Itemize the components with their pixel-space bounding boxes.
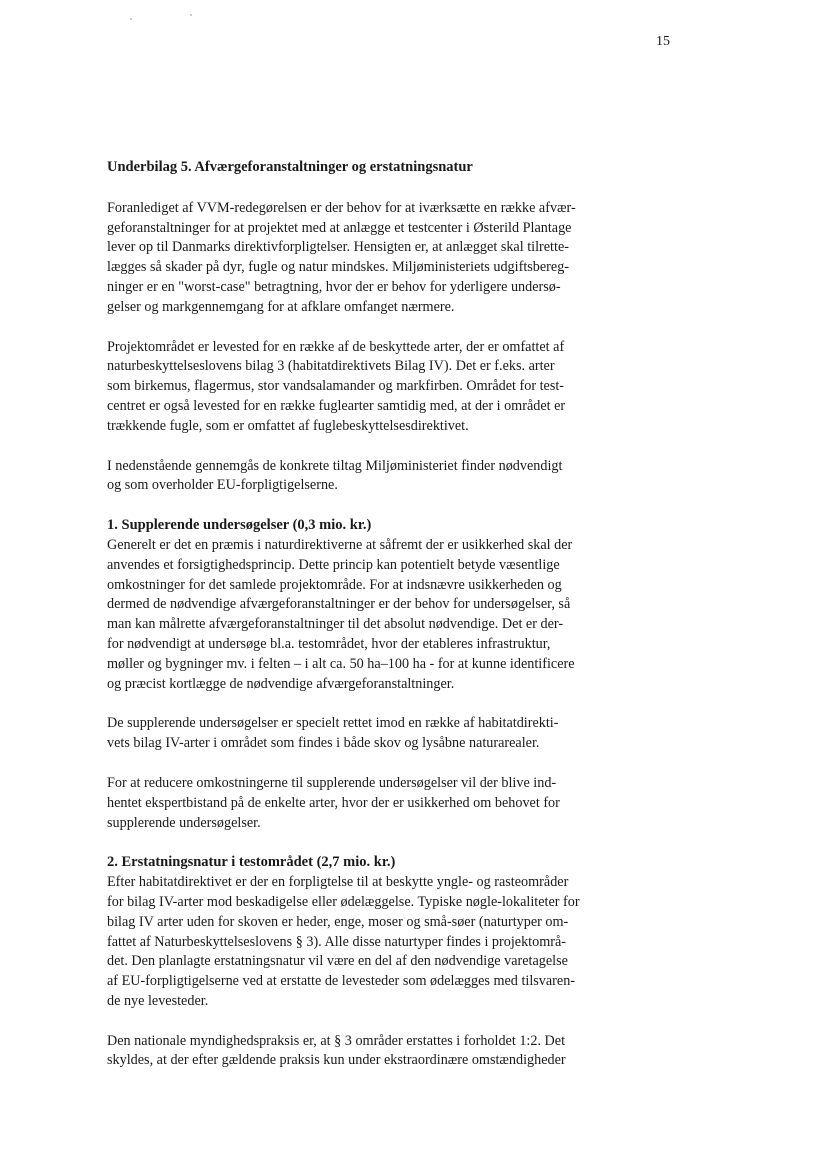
text-line: geforanstaltninger for at projektet med at anlægge et testcenter i Østerild Plantage [107, 219, 572, 236]
text-line: De supplerende undersøgelser er specielt rettet imod en række af habitatdirekti- [107, 715, 559, 732]
text-line: supplerende undersøgelser. [107, 814, 261, 831]
text-line: vets bilag IV-arter i området som findes i både skov og lysåbne naturarealer. [107, 735, 540, 752]
paragraph [107, 199, 643, 318]
scan-speck [130, 18, 132, 20]
text-line: det. Den planlagte erstatningsnatur vil være en del af den nødvendige varetagelse [107, 953, 568, 970]
paragraph [107, 774, 643, 833]
text-line: lever op til Danmarks direktivforpligtelser. Hensigten er, at anlægget skal tilrette- [107, 239, 569, 256]
paragraph [107, 536, 643, 694]
text-line: bilag IV arter uden for skoven er heder, enge, moser og små-søer (naturtyper om- [107, 913, 569, 930]
text-line: Foranlediget af VVM-redegørelsen er der behov for at iværksætte en række afvær- [107, 199, 576, 216]
text-line: skyldes, at der efter gældende praksis kun under ekstraordinære omstændigheder [107, 1052, 566, 1069]
text-line: I nedenstående gennemgås de konkrete tiltag Miljøministeriet finder nødvendigt [107, 457, 563, 474]
document-body [107, 158, 643, 1091]
text-line: de nye levesteder. [107, 992, 209, 1009]
text-line: naturbeskyttelseslovens bilag 3 (habitatdirektivets Bilag IV). Det er f.eks. arter [107, 358, 555, 375]
text-line: For at reducere omkostningerne til supplerende undersøgelser vil der blive ind- [107, 774, 557, 791]
section-title: 1. Supplerende undersøgelser (0,3 mio. kr.) [107, 517, 372, 534]
text-line: og præcist kortlægge de nødvendige afværgeforanstaltninger. [107, 675, 455, 692]
document-heading: Underbilag 5. Afværgeforanstaltninger og erstatningsnatur [107, 159, 473, 175]
text-line: centret er også levested for en række fuglearter samtidig med, at der i området er [107, 397, 566, 414]
section-title: 2. Erstatningsnatur i testområdet (2,7 mio. kr.) [107, 854, 396, 871]
paragraph [107, 338, 643, 437]
text-line: møller og bygninger mv. i felten – i alt ca. 50 ha–100 ha - for at kunne identificere [107, 655, 575, 672]
page-number: 15 [656, 34, 670, 49]
text-line: hentet ekspertbistand på de enkelte arter, hvor der er usikkerhed om behovet for [107, 794, 560, 811]
text-line: anvendes et forsigtighedsprincip. Dette princip kan potentielt betyde væsentlige [107, 556, 560, 573]
paragraph [107, 714, 643, 754]
paragraph [107, 1032, 643, 1072]
text-line: af EU-forpligtigelserne ved at erstatte de levesteder som ødelægges med tilsvaren- [107, 973, 576, 990]
text-line: gelser og markgennemgang for at afklare omfanget nærmere. [107, 298, 455, 315]
section [107, 516, 643, 833]
section [107, 853, 643, 1071]
text-line: Efter habitatdirektivet er der en forpligtelse til at beskytte yngle- og rasteområder [107, 874, 569, 891]
text-line: dermed de nødvendige afværgeforanstaltninger er der behov for undersøgelser, så [107, 596, 571, 613]
text-line: for nødvendigt at undersøge bl.a. testområdet, hvor der etableres infrastruktur, [107, 635, 551, 652]
sections [107, 516, 643, 1071]
scan-speck [190, 14, 192, 16]
text-line: lægges så skader på dyr, fugle og natur mindskes. Miljøministeriets udgiftsbereg- [107, 259, 570, 276]
text-line: ninger er en "worst-case" betragtning, hvor der er behov for yderligere undersø- [107, 278, 561, 295]
text-line: omkostninger for det samlede projektområde. For at indsnævre usikkerheden og [107, 576, 562, 593]
paragraph [107, 873, 643, 1012]
text-line: og som overholder EU-forpligtigelserne. [107, 477, 338, 494]
text-line: trækkende fugle, som er omfattet af fuglebeskyttelsesdirektivet. [107, 417, 469, 434]
text-line: Generelt er det en præmis i naturdirektiverne at såfremt der er usikkerhed skal der [107, 536, 573, 553]
text-line: for bilag IV-arter mod beskadigelse eller ødelæggelse. Typiske nøgle-lokaliteter for [107, 893, 580, 910]
text-line: fattet af Naturbeskyttelseslovens § 3). Alle disse naturtyper findes i projektområ- [107, 933, 566, 950]
text-line: Den nationale myndighedspraksis er, at § 3 områder erstattes i forholdet 1:2. Det [107, 1032, 566, 1049]
text-line: Projektområdet er levested for en række af de beskyttede arter, der er omfattet af [107, 338, 565, 355]
text-line: som birkemus, flagermus, stor vandsalamander og markfirben. Området for test- [107, 378, 565, 395]
intro-paragraphs [107, 199, 643, 496]
paragraph [107, 457, 643, 497]
text-line: man kan målrette afværgeforanstaltninger til det absolut nødvendige. Det er der- [107, 616, 564, 633]
